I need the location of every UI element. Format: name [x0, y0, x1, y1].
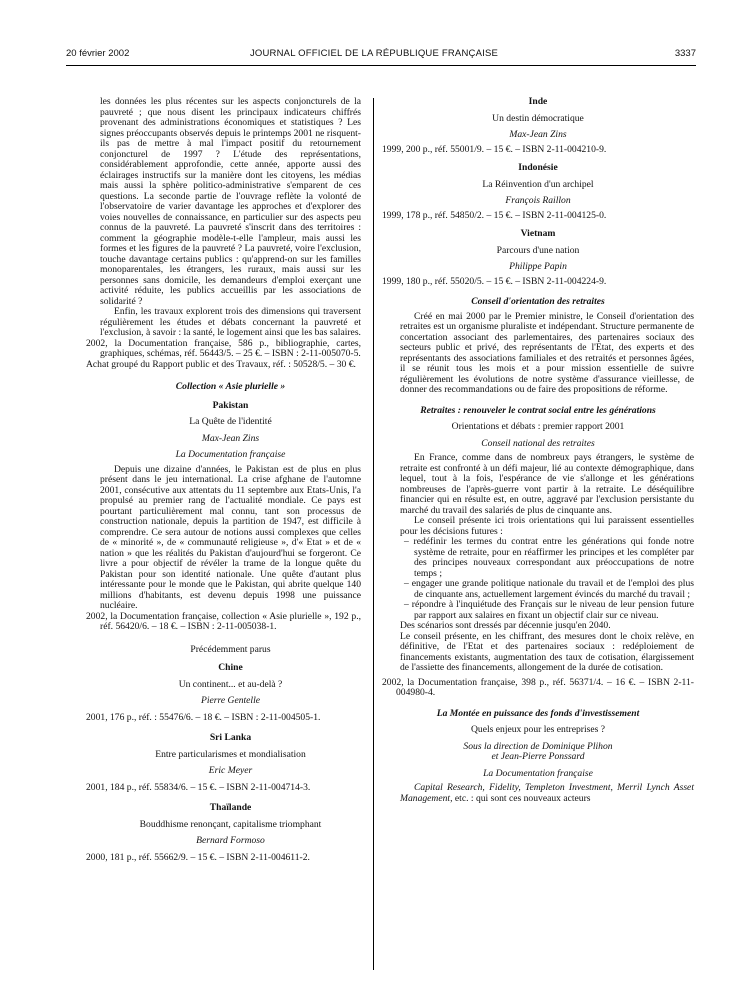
intro-paragraph-2: Enfin, les travaux explorent trois des dimensions qui traversent régulièrement les études et débats concernant la pauvreté et l'exclusion, à savoir : la santé, le logement ainsi que les bas salaires.	[100, 306, 361, 338]
srilanka-reference: 2001, 184 p., réf. 55834/6. – 15 €. – ISBN 2-11-004714-3.	[86, 781, 311, 793]
intro-reference: 2002, la Documentation française, 586 p., bibliographie, cartes, graphiques, schémas, réf. 56443/5. – 25 €. – ISBN : 2-11-005070-5.	[86, 337, 361, 359]
indonesie-title: La Réinvention d'un archipel	[482, 178, 594, 190]
retraites-publisher: Conseil national des retraites	[481, 437, 595, 449]
vietnam-country: Vietnam	[520, 228, 556, 239]
vietnam-author: Philippe Papin	[509, 261, 567, 272]
column-divider	[373, 98, 374, 970]
montee-direction-2: et Jean-Pierre Ponssard	[491, 751, 585, 762]
montee-body-rest: etc. : qui sont ces nouveaux acteurs	[452, 792, 591, 804]
header-rule	[66, 65, 696, 66]
inde-reference: 1999, 200 p., réf. 55001/9. – 15 €. – ISBN 2-11-004210-9.	[382, 143, 607, 155]
collection-title: Collection « Asie plurielle »	[175, 381, 286, 392]
retraites-subtitle: Orientations et débats : premier rapport 2001	[451, 421, 625, 432]
retraites-paragraph-2: Le conseil présente ici trois orientations qui lui paraissent essentielles pour les décisions futures :	[400, 515, 694, 537]
thailande-reference: 2000, 181 p., réf. 55662/9. – 15 €. – ISBN 2-11-004611-2.	[86, 851, 310, 863]
indonesie-country: Indonésie	[518, 162, 558, 173]
pakistan-body: Depuis une dizaine d'années, le Pakistan est de plus en plus présent dans le jeu international. La crise afghane de l'automne 2001, consécutive aux attentats du 11 septembre aux Etats-Unis, l'a propulsé au premier rang de l'actualité mondiale. Ce pays est pourtant particulièrement mal connu, tant son processus de construction nationale, depuis la partition de 1947, est difficile à comprendre. Ce sera autour de notions aussi complexes que celles de « minorité », de « communauté religieuse », d'« Etat » et de « nation » que les réalités du Pakistan d'aujourd'hui se forgeront. Ce livre a pour objectif de révéler la trame de la longue quête du Pakistan pour son identité nationale. Une quête d'autant plus intéressante pour le monde que le Pakistan, qui abrite quelque 140 millions d'habitants, est devenu depuis 1998 une puissance nucléaire.	[100, 463, 361, 611]
page-header	[0, 48, 748, 62]
thailande-author: Bernard Formoso	[196, 835, 265, 846]
montee-body	[382, 783, 694, 804]
retraites-paragraph-4: Le conseil présente, en les chiffrant, des mesures dont le choix relève, en définitive, de l'Etat et des partenaires sociaux : redéploiement de financements existants, augmentation des taux de cotisation, élargissement de l'assiette des financements, allongement de la durée de cotisation.	[400, 630, 694, 673]
retraites-bullet: – répondre à l'inquiétude des Français sur le niveau de leur pension future par rapport aux salaires en fixant un objectif clair sur ce niveau.	[404, 599, 694, 621]
left-column	[86, 96, 361, 863]
montee-body-italic: Capital Research, Fidelity, Templeton Investment, Merril Lynch Asset Management,	[400, 782, 694, 804]
retraites-body	[382, 453, 694, 674]
conseil-heading: Conseil d'orientation des retraites	[471, 296, 605, 307]
intro-purchase: Achat groupé du Rapport public et des Travaux, réf. : 50528/5. – 30 €.	[86, 358, 356, 370]
intro-paragraph-1: les données les plus récentes sur les aspects conjoncturels de la pauvreté ; que nous disent les principaux indicateurs chiffrés provenant des administrations économiques et statistiques ? Les signes préoccupants observés depuis le printemps 2001 ne risquent-ils pas de mettre à mal l'impact positif du retournement conjoncturel de 1997 ? L'étude des représentations, considérablement approfondie, cette année, apporte aussi des éclairages instructifs sur la manière dont les citoyens, les médias mais aussi la sphère politico-administrative s'emparent de ces questions. La seconde partie de l'ouvrage reflète la volonté de l'observatoire de varier davantage les approches et d'explorer des voies nouvelles de connaissance, en particulier sur des aspects peu connus de la pauvreté. La pauvreté s'inscrit dans des territoires : comment la géographie modèle-t-elle l'ampleur, mais aussi les formes et les figures de la pauvreté ? La pauvreté, voire l'exclusion, touche davantage certains publics : qu'apprend-on sur les familles monoparentales, les étrangers, les ruraux, mais aussi sur les personnes sans domicile, les demandeurs d'emploi exerçant une activité réduite, les publics accueillis par les associations de solidarité ?	[100, 96, 361, 307]
inde-author: Max-Jean Zins	[509, 129, 567, 140]
thailande-title: Bouddhisme renonçant, capitalisme triomphant	[139, 818, 322, 830]
indonesie-reference: 1999, 178 p., réf. 54850/2. – 15 €. – ISBN 2-11-004125-0.	[382, 209, 607, 221]
retraites-reference: 2002, la Documentation française, 398 p., réf. 56371/4. – 16 €. – ISBN 2-11-004980-4.	[382, 676, 694, 698]
srilanka-title: Entre particularismes et mondialisation	[155, 748, 306, 760]
montee-subtitle: Quels enjeux pour les entreprises ?	[470, 724, 605, 735]
inde-country: Inde	[528, 96, 548, 107]
chine-author: Pierre Gentelle	[200, 695, 261, 706]
retraites-bullet: – redéfinir les termes du contrat entre les générations qui fonde notre système de retraite, pour en réaffirmer les principes et les compléter par des principes nouveaux correspondant aux préoccupations de notre temps ;	[404, 536, 694, 579]
montee-direction-1: Sous la direction de Dominique Plihon	[463, 740, 613, 752]
chine-country: Chine	[218, 662, 243, 673]
vietnam-reference: 1999, 180 p., réf. 55020/5. – 15 €. – ISBN 2-11-004224-9.	[382, 275, 607, 287]
vietnam-title: Parcours d'une nation	[496, 244, 580, 256]
montee-heading: La Montée en puissance des fonds d'investissement	[436, 707, 640, 719]
pakistan-publisher: La Documentation française	[175, 449, 286, 460]
thailande-country: Thaïlande	[209, 802, 252, 813]
previously-published: Précédemment parus	[190, 643, 271, 655]
retraites-paragraph-3: Des scénarios sont dressés par décennie jusqu'en 2040.	[400, 620, 611, 631]
chine-reference: 2001, 176 p., réf. : 55476/6. – 18 €. – ISBN : 2-11-004505-1.	[86, 711, 321, 723]
header-date: 20 février 2002	[66, 48, 130, 59]
header-journal-title: JOURNAL OFFICIEL DE LA RÉPUBLIQUE FRANÇAISE	[249, 48, 499, 59]
retraites-paragraph-1: En France, comme dans de nombreux pays étrangers, le système de retraite est confronté à un défi majeur, lié au contexte démographique, dans lequel, tout à la fois, l'espérance de vie s'allonge et les générations nombreuses de l'après-guerre vont partir à la retraite. Le déséquilibre financier qui en résulte est, en outre, aggravé par l'exclusion persistante du marché du travail des salariés de plus de cinquante ans.	[400, 452, 694, 516]
inde-title: Un destin démocratique	[492, 112, 584, 124]
conseil-body: Créé en mai 2000 par le Premier ministre, le Conseil d'orientation des retraites est un organisme pluraliste et indépendant. Structure permanente de concertation associant des parlementaires, des partenaires sociaux des secteurs public et privé, des représentants de l'Etat, des experts et des représentants des associations familiales et des retraités et personnes âgées, il se réunit tous les mois et a pour mission essentielle de suivre régulièrement les évolutions de notre système d'assurance vieillesse, de donner des recommandations ou de faire des propositions de réforme.	[400, 310, 694, 395]
header-page-number: 3337	[674, 48, 696, 59]
pakistan-country: Pakistan	[212, 399, 249, 411]
srilanka-country: Sri Lanka	[209, 732, 252, 743]
chine-title: Un continent... et au-delà ?	[178, 678, 283, 690]
pakistan-author: Max-Jean Zins	[201, 432, 260, 444]
pakistan-reference: 2002, la Documentation française, collection « Asie plurielle », 192 p., réf. 56420/6. – 18 €. – ISBN : 2-11-005038-1.	[86, 610, 361, 632]
indonesie-author: François Raillon	[505, 195, 571, 206]
right-column	[382, 97, 694, 804]
montee-publisher: La Documentation française	[483, 767, 593, 779]
srilanka-author: Eric Meyer	[208, 765, 253, 776]
retraites-bullet: – engager une grande politique nationale du travail et de l'emploi des plus de cinquante ans, actuellement largement évincés du marché du travail ;	[404, 578, 694, 600]
retraites-heading: Retraites : renouveler le contrat social entre les générations	[420, 404, 656, 416]
pakistan-title: La Quête de l'identité	[189, 416, 272, 427]
